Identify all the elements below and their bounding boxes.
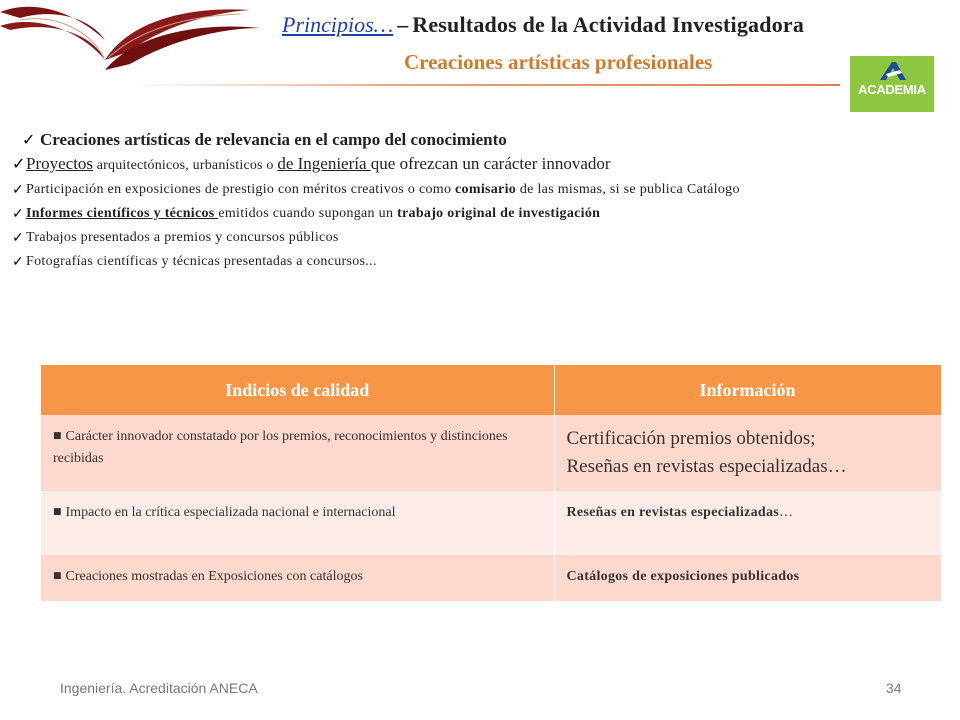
cell-text: Certificación premios obtenidos; <box>566 428 816 449</box>
list-item <box>12 152 932 178</box>
bullet-text: de las mismas, si se publica Catálogo <box>516 182 740 197</box>
page-title <box>282 12 942 38</box>
checkmark-icon: ✓ <box>12 206 25 222</box>
cell-text: Reseñas en revistas especializadas… <box>566 456 847 477</box>
bullet-text: arquitectónicos, urbanísticos o <box>93 158 278 173</box>
bullet-text: Fotografías científicas y técnicas presentadas a concursos... <box>26 254 377 269</box>
header-divider <box>130 84 840 86</box>
academia-logo-text: ACADEMIA <box>858 82 926 97</box>
checkmark-icon: ✓ <box>12 254 25 270</box>
quality-table <box>41 365 942 601</box>
square-bullet-icon: ■ <box>53 571 62 581</box>
column-header: Información <box>554 365 941 415</box>
cell-text: Catálogos de exposiciones publicados <box>566 569 800 584</box>
checkmark-icon: ✓ <box>12 182 25 198</box>
list-item <box>12 202 932 226</box>
footer-text: Ingeniería. Acreditación ANECA <box>60 680 258 696</box>
checkmark-icon: ✓ <box>12 154 26 173</box>
table-cell <box>41 415 554 491</box>
bullet-text: Participación en exposiciones de prestigio con méritos creativos o como <box>26 182 456 197</box>
cell-text: Carácter innovador constatado por los premios, reconocimientos y distinciones recibidas <box>53 429 508 466</box>
table-header-row <box>41 365 941 415</box>
list-item <box>12 250 932 274</box>
page-subtitle: Creaciones artísticas profesionales <box>404 50 713 74</box>
academia-logo <box>850 56 934 112</box>
column-header: Indicios de calidad <box>41 365 554 415</box>
criteria-list <box>12 128 932 274</box>
table-row <box>41 555 941 601</box>
informes-link[interactable]: Informes científicos y técnicos <box>26 206 219 221</box>
checkmark-icon: ✓ <box>12 230 25 246</box>
cell-text: Creaciones mostradas en Exposiciones con catálogos <box>65 569 363 584</box>
principios-link[interactable]: Principios… <box>282 12 394 37</box>
bullet-text: que ofrezcan un carácter innovador <box>370 154 611 173</box>
table-cell <box>41 491 554 555</box>
bullet-text-bold: trabajo original de investigación <box>397 206 601 221</box>
proyectos-link[interactable]: Proyectos <box>26 154 94 173</box>
cell-text <box>567 501 931 521</box>
table-cell <box>554 491 941 555</box>
table-cell <box>554 415 941 491</box>
table-cell <box>41 555 554 601</box>
bullet-text: emitidos cuando supongan un <box>218 206 398 221</box>
square-bullet-icon: ■ <box>53 431 62 441</box>
square-bullet-icon: ■ <box>53 507 62 517</box>
title-main-text: Resultados de la Actividad Investigadora <box>412 12 805 37</box>
list-item <box>12 178 932 202</box>
table-row <box>41 415 941 491</box>
list-item <box>12 128 932 152</box>
cell-text-tail: … <box>779 505 794 520</box>
bullet-text: Creaciones artísticas de relevancia en el campo del conocimiento <box>40 130 507 149</box>
page-number: 34 <box>886 680 902 696</box>
table-row <box>41 491 941 555</box>
list-item <box>12 226 932 250</box>
cell-text-bold: Reseñas en revistas especializadas <box>566 505 780 520</box>
title-separator: – <box>397 12 409 37</box>
ingenieria-link[interactable]: de Ingeniería <box>277 154 371 173</box>
checkmark-icon: ✓ <box>22 130 36 149</box>
bullet-text-bold: comisario <box>455 182 517 197</box>
table-cell <box>554 555 941 601</box>
cell-text: Impacto en la crítica especializada nacional e internacional <box>65 505 396 520</box>
bullet-text: Trabajos presentados a premios y concursos públicos <box>26 230 339 245</box>
